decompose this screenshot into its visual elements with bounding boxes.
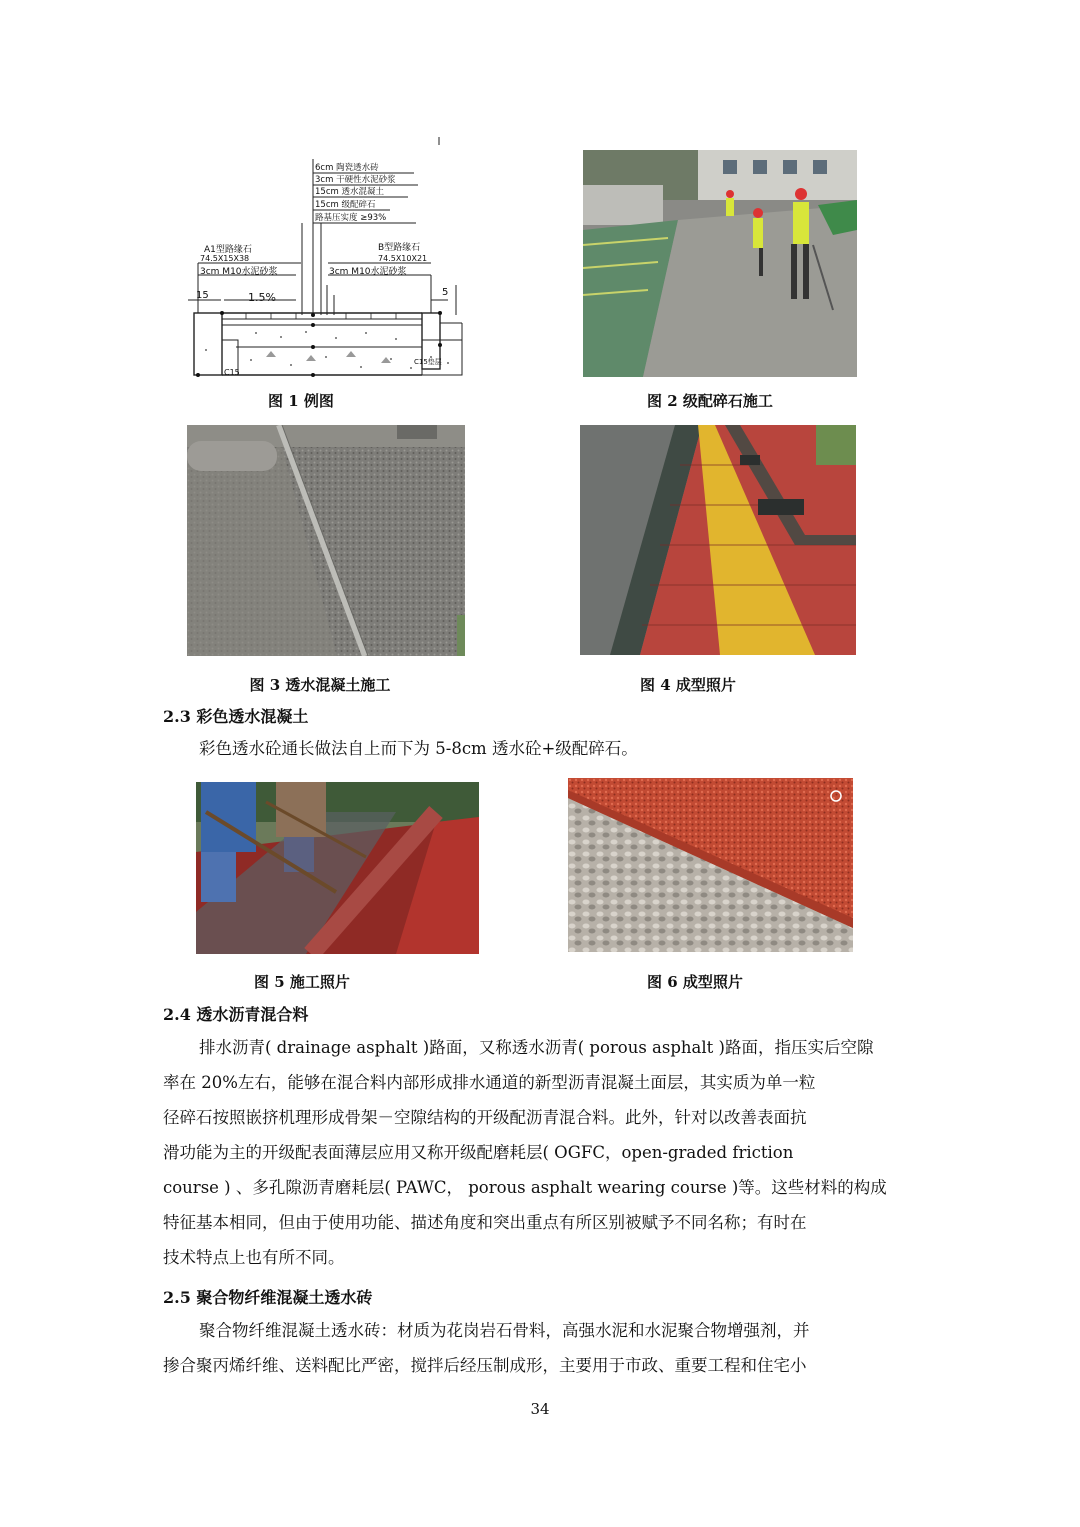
section-2-4-line: 排水沥青( drainage asphalt )路面，又称透水沥青( porous asphalt )路面，指压实后空隙 bbox=[199, 1038, 874, 1057]
section-2-5-line: 掺合聚丙烯纤维、送料配比严密，搅拌后经压制成形，主要用于市政、重要工程和住宅小 bbox=[163, 1356, 807, 1375]
figure-4-photo bbox=[580, 425, 856, 655]
figure-1-caption: 图 1 例图 bbox=[268, 392, 334, 410]
figure-1-cross-section bbox=[186, 135, 466, 380]
figure-4-caption: 图 4 成型照片 bbox=[640, 676, 736, 694]
fig1-layer-3: 15cm 透水混凝土 bbox=[315, 187, 384, 197]
section-2-4-line: 技术特点上也有所不同。 bbox=[163, 1248, 345, 1267]
section-2-4-line: 径碎石按照嵌挤机理形成骨架－空隙结构的开级配沥青混合料。此外，针对以改善表面抗 bbox=[163, 1108, 807, 1127]
fig1-dim-right: 5 bbox=[442, 287, 449, 298]
fig1-base-left: C15 bbox=[224, 368, 240, 377]
fig1-layer-2: 3cm 干硬性水泥砂浆 bbox=[315, 175, 396, 185]
figure-2-photo bbox=[583, 150, 857, 377]
fig1-left-curb: A1型路缘石 bbox=[204, 245, 252, 255]
fig1-layer-4: 15cm 级配碎石 bbox=[315, 200, 376, 210]
figure-3-caption: 图 3 透水混凝土施工 bbox=[249, 676, 391, 694]
fig1-right-mortar: 3cm M10水泥砂浆 bbox=[329, 267, 407, 277]
section-2-4-line: 率在 20%左右，能够在混合料内部形成排水通道的新型沥青混凝土面层，其实质为单一粒 bbox=[163, 1073, 816, 1092]
fig1-left-curb-dim: 74.5X15X38 bbox=[200, 254, 250, 263]
section-2-4-line: course ) 、多孔隙沥青磨耗层( PAWC， porous asphalt wearing course )等。这些材料的构成 bbox=[163, 1178, 887, 1197]
fig1-layer-5: 路基压实度 ≥93% bbox=[315, 213, 387, 223]
section-2-4-line: 滑功能为主的开级配表面薄层应用又称开级配磨耗层( OGFC，open-graded friction bbox=[163, 1143, 794, 1162]
fig1-dim-left: 15 bbox=[196, 290, 209, 301]
figure-5-photo bbox=[196, 782, 479, 954]
section-2-5-line: 聚合物纤维混凝土透水砖：材质为花岗岩石骨料，高强水泥和水泥聚合物增强剂，并 bbox=[199, 1321, 810, 1340]
section-2-3-body bbox=[163, 731, 913, 766]
fig1-right-curb: B型路缘石 bbox=[378, 243, 421, 253]
page-number: 34 bbox=[530, 1400, 550, 1418]
figure-6-photo bbox=[568, 778, 853, 952]
section-2-5-heading: 2.5 聚合物纤维混凝土透水砖 bbox=[163, 1288, 373, 1307]
section-2-4-heading: 2.4 透水沥青混合料 bbox=[163, 1005, 309, 1024]
section-2-4-line: 特征基本相同，但由于使用功能、描述角度和突出重点有所区别被赋予不同名称；有时在 bbox=[163, 1213, 807, 1232]
fig1-right-curb-dim: 74.5X10X21 bbox=[378, 254, 428, 263]
section-2-4-body bbox=[163, 1030, 913, 1275]
section-2-3-text: 彩色透水砼通长做法自上而下为 5-8cm 透水砼+级配碎石。 bbox=[199, 739, 638, 758]
fig1-layer-1: 6cm 陶瓷透水砖 bbox=[315, 163, 379, 173]
fig1-base-right: C15垫层 bbox=[414, 358, 442, 366]
figure-2-caption: 图 2 级配碎石施工 bbox=[647, 392, 773, 410]
figure-5-caption: 图 5 施工照片 bbox=[254, 973, 350, 991]
section-2-3-heading: 2.3 彩色透水混凝土 bbox=[163, 707, 309, 726]
fig1-left-mortar: 3cm M10水泥砂浆 bbox=[200, 267, 278, 277]
figure-6-caption: 图 6 成型照片 bbox=[647, 973, 743, 991]
figure-3-photo bbox=[187, 425, 465, 656]
fig1-slope: 1.5% bbox=[248, 291, 276, 304]
section-2-5-body bbox=[163, 1313, 913, 1383]
